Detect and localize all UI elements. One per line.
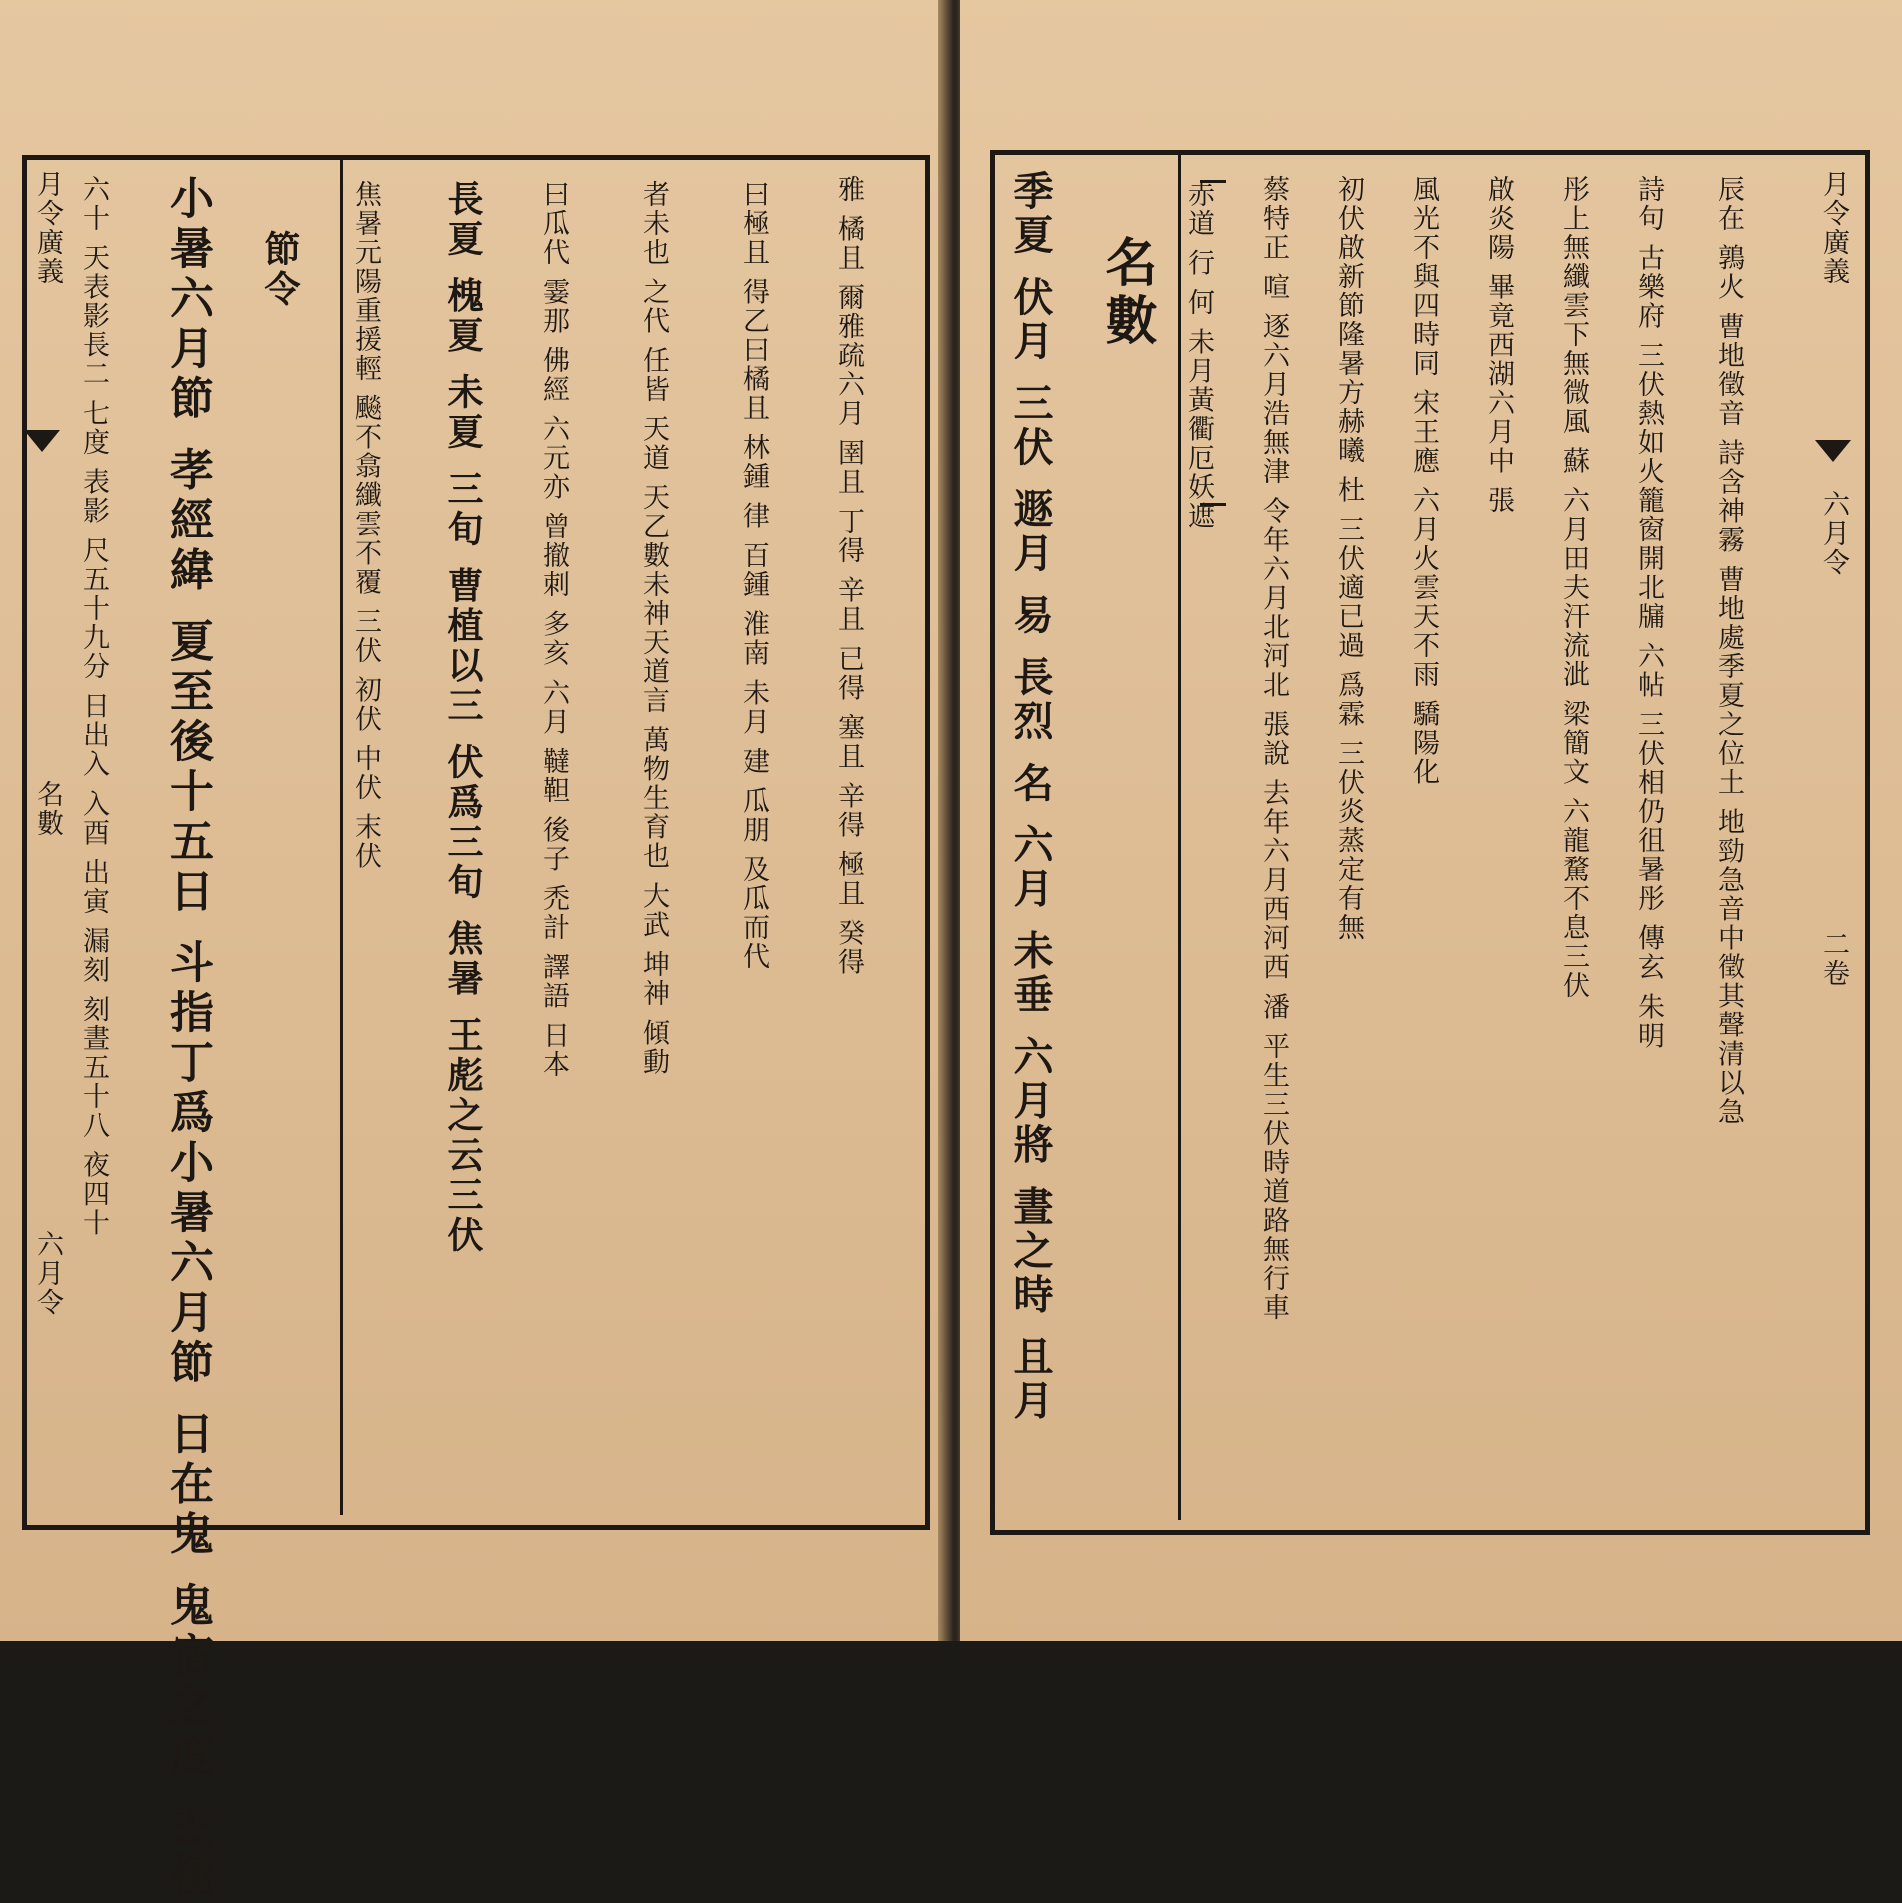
fishtail-mark-right (1815, 440, 1851, 462)
right-col-6: 初伏啟新節隆暑方赫曦 杜 三伏適已過 爲霖 三伏炎蒸定有無 (1333, 175, 1364, 943)
right-margin-title: 月令廣義 (1818, 170, 1849, 286)
left-col-9: 六十 天表影長二 七度 表影 尺五十九分 日出入 入酉 出寅 漏刻 刻晝五十八 夜四十 (78, 175, 109, 1238)
left-col-5: 長夏 槐夏 未夏 三旬 曹植以三 伏爲三旬 焦暑 王彪之云三伏 (442, 180, 484, 1256)
left-margin-fold: 六月令 (32, 1230, 63, 1317)
right-col-2: 詩句 古樂府 三伏熱如火籠窗開北牖 六帖 三伏相仍徂暑彤 傳玄 朱明 (1633, 175, 1664, 1051)
left-margin-section: 名數 (32, 780, 63, 838)
left-column-rule (340, 160, 343, 1515)
right-col-4: 啟炎陽 畢竟西湖六月中 張 (1483, 175, 1514, 516)
left-col-4: 曰瓜代 霎那 佛經 六元亦 曾撤刺 多亥 六月 韃靼 後子 禿計 譯語 日本 (538, 180, 569, 1080)
right-column-rule (1178, 155, 1181, 1520)
left-col-2: 曰極且 得乙曰橘且 林鍾 律 百鍾 淮南 未月 建 瓜朋 及瓜而代 (738, 180, 769, 972)
left-margin-title: 月令廣義 (32, 170, 63, 286)
right-col-3: 彤上無纖雲下無微風 蘇 六月田夫汗流泚 梁簡文 六龍騖不息三伏 (1558, 175, 1589, 1001)
left-col-6: 焦暑元陽重援輕 飈不翕纖雲不覆 三伏 初伏 中伏 末伏 (350, 180, 381, 871)
right-col-5: 風光不與四時同 宋王應 六月火雲天不雨 驕陽化 (1408, 175, 1439, 787)
right-col-9: 名數 (1096, 235, 1157, 351)
left-col-1: 雅 橘且 爾雅疏六月 圉且 丁得 辛且 已得 塞且 辛得 極且 癸得 (833, 175, 864, 977)
right-col-10: 季夏 伏月 三伏 遯月 易 長烈 名 六月 未垂 六月將 晝之時 且月 (1007, 170, 1054, 1424)
right-col-1: 辰在 鶉火 曹地徵音 詩含神霧 曹地處季夏之位土 地勁急音中徵其聲清以急 (1713, 175, 1744, 1127)
left-page (0, 0, 948, 1903)
right-col-8: 赤道 行 何 未月黃衢厄妖遮 (1183, 180, 1214, 531)
fishtail-mark (24, 430, 60, 452)
right-page (960, 0, 1902, 1641)
left-col-3: 者未也 之代 任皆 天道 天乙數未神天道言 萬物生育也 大武 坤神 傾動 (638, 180, 669, 1077)
left-col-8: 小暑六月節 孝經緯 夏至後十五日 斗指丁爲小暑六月節 日在鬼 鬼宿之度 去極 (162, 175, 213, 1903)
right-margin-fold: 二卷 (1818, 930, 1849, 988)
right-col-7: 蔡特正 喧 逐六月浩無津 令年六月北河北 張說 去年六月西河西 潘 平生三伏時道路無行車 (1258, 175, 1289, 1323)
left-col-7: 節令 (259, 230, 301, 310)
right-margin-section: 六月令 (1818, 490, 1849, 577)
